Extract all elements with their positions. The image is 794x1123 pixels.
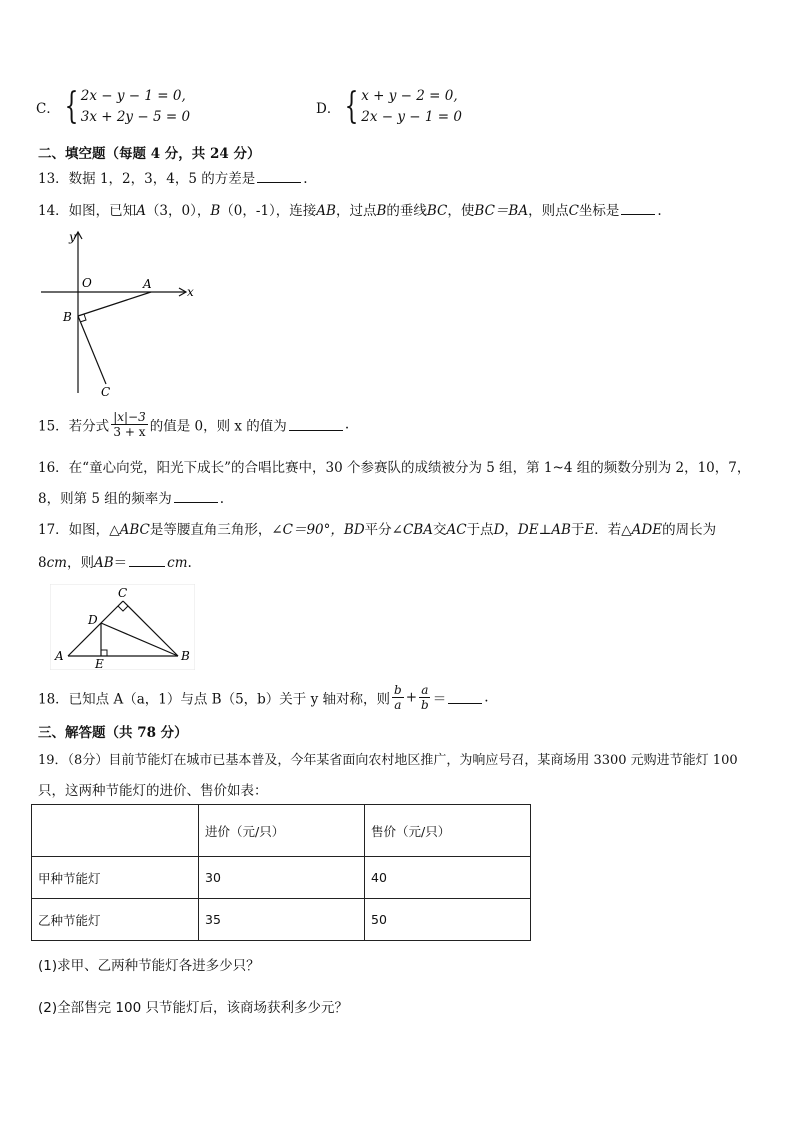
table-cell: 乙种节能灯	[32, 899, 199, 941]
fraction: $\frac{|x|-3}{3 + x}$	[113, 410, 146, 439]
question-13: 13．数据 1，2，3，4，5 的方差是 .	[38, 171, 308, 187]
answer-blank[interactable]	[129, 554, 165, 567]
table-cell: 甲种节能灯	[32, 857, 199, 899]
question-19-line2: 只，这两种节能灯的进价、售价如表：	[38, 783, 268, 799]
table-row	[32, 899, 531, 941]
q12-option-c: C． { 2x − y − 1 = 0, 3x + 2y − 5 = 0	[36, 86, 191, 127]
q12-c-eq2: 3x + 2y − 5 = 0	[80, 109, 191, 125]
point-a-label: A	[143, 277, 152, 291]
table-header-cell: 进价（元/只）	[199, 805, 365, 857]
answer-blank[interactable]	[174, 490, 218, 503]
point-c-label: C	[118, 586, 128, 600]
question-17-line1: 17．如图，△ABC是等腰直角三角形，∠C＝90°，BD平分∠CBA交AC于点D，DE⊥AB于E．若△ADE的周长为	[38, 522, 717, 538]
point-b-label: B	[181, 649, 190, 663]
fraction: $\frac{b}{a}$	[394, 683, 402, 712]
price-table	[31, 804, 531, 941]
origin-label: O	[82, 276, 92, 290]
q12-d-eq1: x + y − 2 = 0,	[361, 88, 458, 104]
question-19-part-2: (2)全部售完 100 只节能灯后，该商场获利多少元？	[38, 1000, 348, 1016]
segment-ab	[78, 292, 151, 316]
section3-title: 三、解答题（共 78 分）	[38, 725, 188, 741]
point-d-label: D	[88, 613, 98, 627]
table-cell: 35	[199, 899, 365, 941]
side-cb	[123, 601, 178, 656]
question-16-line2: 8，则第 5 组的频率为 .	[38, 491, 225, 507]
point-e-label: E	[95, 657, 104, 670]
answer-blank[interactable]	[257, 170, 301, 183]
question-18: 18．已知点 A（a，1）与点 B（5，b）关于 y 轴对称，则 $\frac{b}{a}$ + $\frac{a}{b}$ ＝ .	[38, 683, 489, 712]
section2-title: 二、填空题（每题 4 分，共 24 分）	[38, 146, 261, 162]
x-axis-label: x	[187, 285, 194, 299]
table-cell: 30	[199, 857, 365, 899]
q12-c-eq1: 2x − y − 1 = 0,	[80, 88, 186, 104]
q12-d-eq2: 2x − y − 1 = 0	[361, 109, 462, 125]
table-header-cell: 售价（元/只）	[365, 805, 531, 857]
answer-blank[interactable]	[448, 691, 482, 704]
question-16-line1: 16．在“童心向党，阳光下成长”的合唱比赛中，30 个参赛队的成绩被分为 5 组，第 1~4 组的频数分别为 2，10，7，	[38, 460, 751, 476]
question-15: 15．若分式 $\frac{|x|-3}{3 + x}$ 的值是 0，则 x 的值为 .	[38, 410, 350, 439]
table-row	[32, 857, 531, 899]
question-19-part-1: (1)求甲、乙两种节能灯各进多少只？	[38, 958, 260, 974]
answer-blank[interactable]	[621, 202, 655, 215]
point-b-label: B	[63, 310, 72, 324]
question-19-line1: 19．（8分）目前节能灯在城市已基本普及，今年某省面向农村地区推广，为响应号召，某商场用 3300 元购进节能灯 100	[38, 753, 738, 768]
question-14: 14．如图，已知A（3，0），B（0，-1），连接AB，过点B的垂线BC，使BC＝BA，则点C坐标是 .	[38, 203, 662, 219]
segment-bd	[101, 623, 178, 656]
question-17-line2: 8cm，则AB＝ cm.	[38, 555, 192, 571]
y-axis-label: y	[69, 230, 76, 244]
table-cell: 50	[365, 899, 531, 941]
left-brace-icon: {	[64, 86, 79, 127]
figure-17-triangle-diagram	[50, 584, 195, 670]
right-angle-marker-icon	[101, 650, 107, 656]
point-c-label: C	[101, 385, 111, 399]
figure-14-coordinate-diagram	[36, 228, 206, 403]
q12-option-d: D． { x + y − 2 = 0, 2x − y − 1 = 0	[316, 86, 462, 127]
table-header-cell	[32, 805, 199, 857]
fraction: $\frac{a}{b}$	[421, 683, 429, 712]
segment-bc	[78, 316, 106, 384]
point-a-label: A	[55, 649, 64, 663]
table-header-row	[32, 805, 531, 857]
table-cell: 40	[365, 857, 531, 899]
answer-blank[interactable]	[289, 418, 343, 431]
right-angle-marker-icon	[118, 606, 128, 611]
left-brace-icon: {	[344, 86, 359, 127]
